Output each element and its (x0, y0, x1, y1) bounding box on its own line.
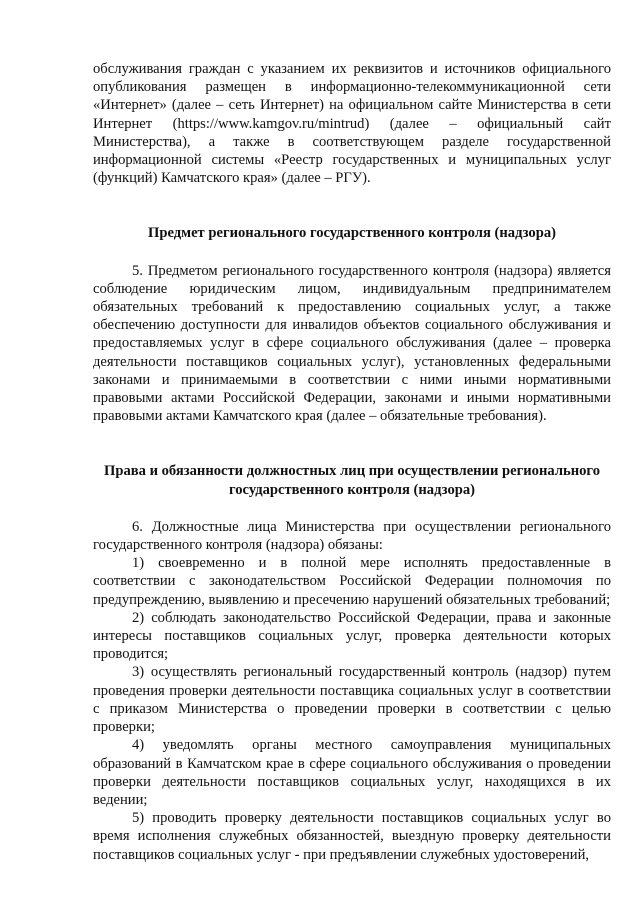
document-page (93, 60, 611, 864)
spacer (93, 243, 611, 262)
section-heading-subject: Предмет регионального государственного контроля (надзора) (148, 225, 556, 242)
list-item-4: 4) уведомлять органы местного самоуправления муниципальных образований в Камчатском крае в сфере социального обслуживания о проведении проверки деятельности поставщиков социальных услуг, находящихся в их ведении; (93, 737, 611, 808)
intro-paragraph: обслуживания граждан с указанием их реквизитов и источников официального опубликования размещен в информационно-телекоммуникационной сети «Интернет» (далее – сеть Интернет) на официальном сайте Министерства в сети Интернет (https://www.kamgov.ru/mintrud) (далее – официальный сайт Министерства), а также в соответствующем разделе государственной информационной системы «Реестр государственных и муниципальных услуг (функций) Камчатского края» (далее – РГУ). (93, 61, 611, 187)
list-item-1: 1) своевременно и в полной мере исполнять предоставленные в соответствии с законодательством Российской Федерации полномочия по предупреждению, выявлению и пресечению нарушений обязательных требований; (93, 555, 611, 608)
section-heading-rights-line1: Права и обязанности должностных лиц при осуществлении регионального (103, 463, 600, 480)
paragraph-6-lead: 6. Должностные лица Министерства при осуществлении регионального государственного контроля (надзора) обязаны: (93, 518, 611, 554)
section-heading-rights (93, 462, 611, 498)
list-item-3: 3) осуществлять региональный государственный контроль (надзор) путем проведения проверки деятельности поставщика социальных услуг в соответствии с приказом Министерства о проведении проверки в соответствии с целью проверки; (93, 664, 611, 736)
list-item-2: 2) соблюдать законодательство Российской Федерации, права и законные интересы поставщиков социальных услуг, проверка деятельности которых проводится; (93, 609, 611, 663)
list-item-5: 5) проводить проверку деятельности поставщиков социальных услуг во время исполнения служебных обязанностей, выездную проверку деятельности поставщиков социальных услуг - при предъявлении служебных удостоверений, (93, 810, 611, 863)
section-heading-rights-line2: государственного контроля (надзора) (228, 481, 476, 498)
spacer (93, 499, 611, 518)
spacer (93, 425, 611, 462)
spacer (93, 187, 611, 224)
paragraph-5: 5. Предметом регионального государственного контроля (надзора) является соблюдение юридическим лицом, индивидуальным предпринимателем обязательных требований к предоставлению социальных услуг, а также обеспечению доступности для инвалидов объектов социального обслуживания и предоставляемых услуг в сфере социального обслуживания (далее – проверка деятельности поставщиков социальных услуг), установленных федеральными законами и принимаемыми в соответствии с ними иными нормативными правовыми актами Российской Федерации, законами и иными нормативными правовыми актами Камчатского края (далее – обязательные требования). (93, 262, 611, 425)
